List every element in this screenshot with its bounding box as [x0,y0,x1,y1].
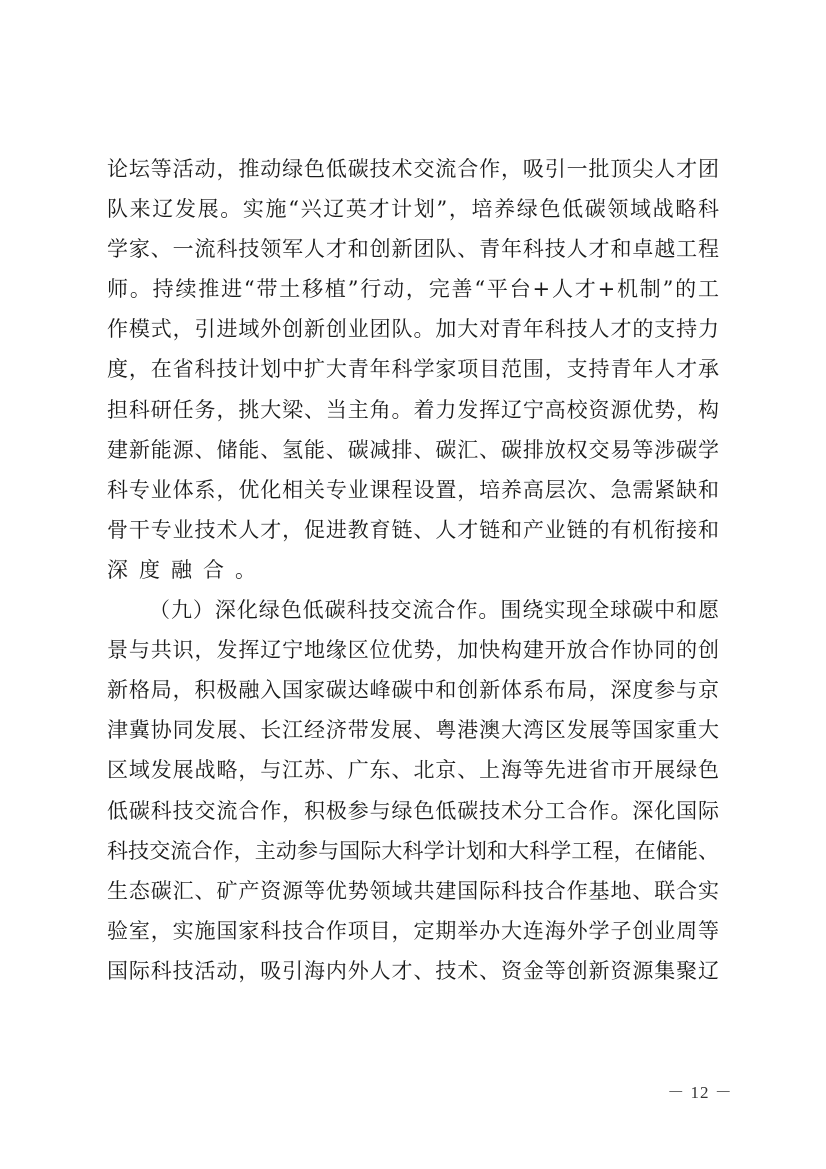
text-line: 度，在省科技计划中扩大青年科学家项目范围，支持青年人才承 [107,357,719,382]
text-line: 科技交流合作，主动参与国际大科学计划和大科学工程，在储能、 [107,838,719,863]
text-line: 建新能源、储能、氢能、碳减排、碳汇、碳排放权交易等涉碳学 [107,437,719,462]
text-line: 国际科技活动，吸引海内外人才、技术、资金等创新资源集聚辽 [107,958,719,983]
text-line: 骨干专业技术人才，促进教育链、人才链和产业链的有机衔接和 [107,517,719,542]
text-line: 验室，实施国家科技合作项目，定期举办大连海外学子创业周等 [107,918,719,943]
text-line: 师。持续推进“带土移植”行动，完善“平台+人才+机制”的工 [107,277,719,302]
text-line-paragraph-end: 深度融合。 [107,557,267,582]
section-heading-line [107,590,719,630]
page-number: － 12 － [667,1083,733,1102]
text-line: 论坛等活动，推动绿色低碳技术交流合作，吸引一批顶尖人才团 [107,157,719,181]
text-line: 区域发展战略，与江苏、广东、北京、上海等先进省市开展绿色 [107,758,719,783]
text-line: 担科研任务，挑大梁、当主角。着力发挥辽宁高校资源优势，构 [107,397,719,422]
text-line: 低碳科技交流合作，积极参与绿色低碳技术分工合作。深化国际 [107,798,719,823]
text-line: 队来辽发展。实施“兴辽英才计划”，培养绿色低碳领域战略科 [107,197,719,222]
section-heading: （九）深化绿色低碳科技交流合作。 [149,598,501,623]
text-line: 生态碳汇、矿产资源等优势领域共建国际科技合作基地、联合实 [107,878,719,903]
text-line: 新格局，积极融入国家碳达峰碳中和创新体系布局，深度参与京 [107,678,719,703]
text-line: 学家、一流科技领军人才和创新团队、青年科技人才和卓越工程 [107,237,719,262]
body-text [107,149,719,991]
section-heading-continuation: 围绕实现全球碳中和愿 [500,598,719,623]
text-line: 科专业体系，优化相关专业课程设置，培养高层次、急需紧缺和 [107,477,719,502]
text-line: 津冀协同发展、长江经济带发展、粤港澳大湾区发展等国家重大 [107,718,719,743]
text-line: 作模式，引进域外创新创业团队。加大对青年科技人才的支持力 [107,317,719,342]
text-line: 景与共识，发挥辽宁地缘区位优势，加快构建开放合作协同的创 [107,638,719,663]
